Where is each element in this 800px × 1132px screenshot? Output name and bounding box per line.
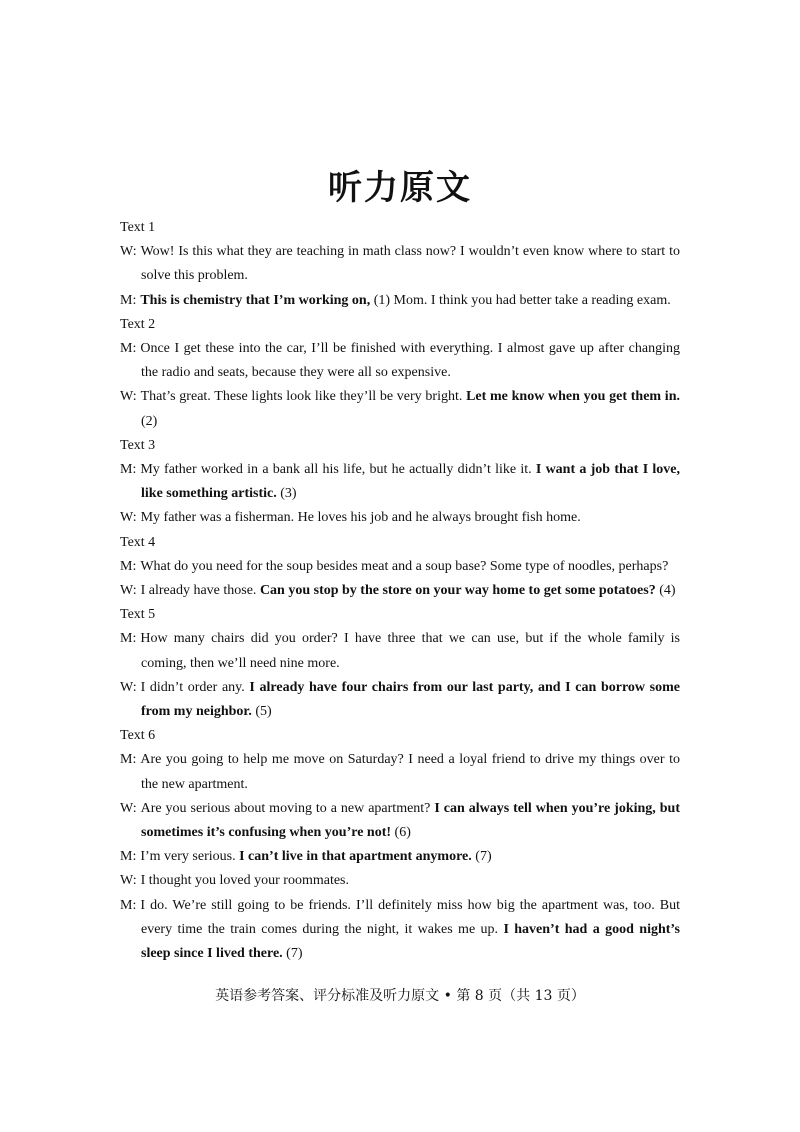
section-label: Text 4	[120, 534, 156, 550]
answer-highlight: I want a job that I love, like something artistic.	[141, 462, 680, 502]
dialogue-text: (2)	[141, 413, 158, 429]
dialogue-line	[120, 240, 680, 288]
speaker-label: M:	[120, 341, 137, 357]
answer-highlight: I already have four chairs from our last party, and I can borrow some from my neighbor.	[141, 679, 680, 720]
dialogue-line	[120, 458, 680, 506]
answer-highlight: I can always tell when you’re joking, but sometimes it’s confusing when you’re not!	[141, 800, 680, 841]
dialogue-line	[120, 579, 680, 603]
answer-highlight: This is chemistry that I’m working on,	[140, 292, 371, 308]
page-title: 听力原文	[328, 168, 472, 208]
dialogue-text: Wow! Is this what they are teaching in math class now? I wouldn’t even know where to start to solve this problem.	[140, 244, 680, 284]
section-label: Text 6	[120, 728, 156, 744]
dialogue-text: What do you need for the soup besides meat and a soup base? Some type of noodles, perhaps?	[140, 558, 669, 574]
speaker-label: M:	[120, 631, 137, 647]
dialogue-text: I thought you loved your roommates.	[140, 873, 350, 889]
dialogue-text: My father worked in a bank all his life, but he actually didn’t like it.	[140, 462, 536, 478]
speaker-label: M:	[120, 752, 137, 768]
dialogue-text: (4)	[655, 583, 676, 599]
answer-highlight: I haven’t had a good night’s sleep since I lived there.	[141, 921, 680, 962]
speaker-label: M:	[120, 462, 137, 478]
dialogue-text: That’s great. These lights look like they’ll be very bright.	[140, 389, 467, 405]
dialogue-line	[120, 385, 680, 433]
dialogue-line	[120, 797, 680, 845]
speaker-label: W:	[120, 583, 137, 599]
dialogue-text: Once I get these into the car, I’ll be finished with everything. I almost gave up after changing the radio and seats, because they were all so expensive.	[140, 341, 680, 381]
dialogue-text: (1) Mom. I think you had better take a reading exam.	[370, 292, 671, 308]
dialogue-line	[120, 748, 680, 796]
dialogue-text: (3)	[276, 486, 297, 502]
dialogue-text: My father was a fisherman. He loves his job and he always brought fish home.	[140, 510, 581, 526]
speaker-label: M:	[120, 849, 137, 865]
dialogue-text: (5)	[251, 704, 272, 720]
dialogue-line	[120, 555, 680, 579]
dialogue-text: I already have those.	[140, 583, 260, 599]
dialogue-line	[120, 845, 680, 869]
dialogue-text: How many chairs did you order? I have three that we can use, but if the whole family is coming, then we’ll need nine more.	[140, 631, 680, 671]
speaker-label: W:	[120, 679, 137, 695]
dialogue-line	[120, 894, 680, 967]
transcript-body	[120, 216, 680, 966]
dialogue-line	[120, 289, 680, 313]
dialogue-text: (7)	[471, 849, 492, 865]
dialogue-text: I do. We’re still going to be friends. I’ll definitely miss how big the apartment was, too. But every time the train comes during the night, it wakes me up.	[140, 897, 680, 937]
dialogue-text: (6)	[391, 825, 411, 841]
dialogue-text: Are you serious about moving to a new apartment?	[140, 800, 435, 816]
dialogue-text: I didn’t order any.	[140, 679, 250, 695]
answer-highlight: I can’t live in that apartment anymore.	[239, 849, 472, 865]
dialogue-text: Are you going to help me move on Saturday? I need a loyal friend to drive my things over to the new apartment.	[140, 752, 680, 792]
speaker-label: W:	[120, 510, 137, 526]
speaker-label: W:	[120, 389, 137, 405]
speaker-label: W:	[120, 873, 137, 889]
answer-highlight: Let me know when you get them in.	[466, 389, 680, 405]
dialogue-line	[120, 627, 680, 675]
section-label: Text 2	[120, 316, 156, 332]
speaker-label: M:	[120, 292, 137, 308]
speaker-label: W:	[120, 244, 137, 260]
speaker-label: M:	[120, 897, 137, 913]
section-label: Text 3	[120, 437, 156, 453]
dialogue-text: I’m very serious.	[140, 849, 240, 865]
speaker-label: M:	[120, 558, 137, 574]
dialogue-text: (7)	[282, 946, 303, 962]
page-footer: 英语参考答案、评分标准及听力原文 • 第 8 页（共 13 页）	[215, 988, 585, 1004]
dialogue-line	[120, 676, 680, 724]
speaker-label: W:	[120, 800, 137, 816]
dialogue-line	[120, 506, 680, 530]
answer-highlight: Can you stop by the store on your way home to get some potatoes?	[259, 583, 656, 599]
section-label: Text 1	[120, 220, 156, 235]
section-label: Text 5	[120, 607, 156, 623]
dialogue-line	[120, 869, 680, 893]
dialogue-line	[120, 337, 680, 385]
